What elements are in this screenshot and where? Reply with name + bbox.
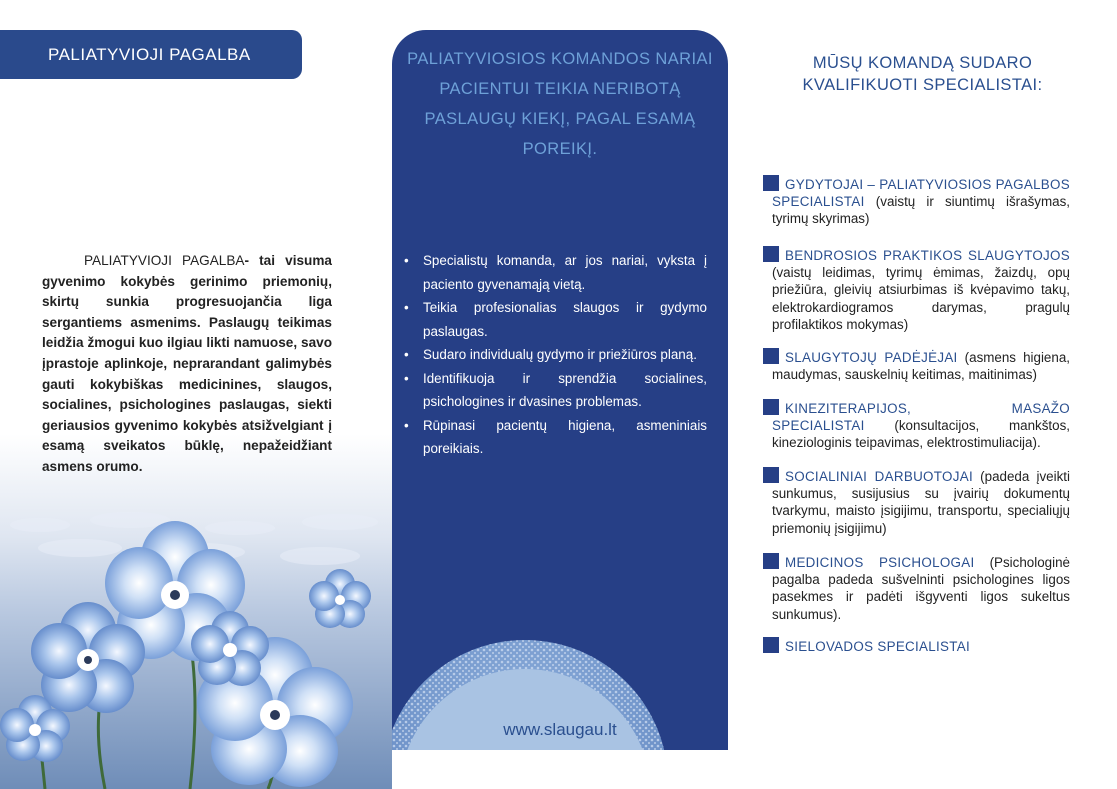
team-title-line2: KVALIFIKUOTI SPECIALISTAI: — [802, 76, 1043, 94]
list-item: • Specialistų komanda, ar jos nariai, vyksta į paciento gyvenamąją vietą. — [404, 249, 707, 296]
bullet-icon: • — [404, 347, 409, 362]
bullet-icon: • — [404, 417, 409, 433]
section-tab-label: PALIATYVIOJI PAGALBA — [48, 45, 251, 64]
bullet-icon: • — [404, 370, 409, 386]
right-panel — [728, 0, 1117, 789]
square-bullet-icon — [763, 246, 779, 262]
bullet-icon: • — [404, 300, 409, 315]
decorative-circle-image — [392, 30, 728, 750]
bullet-icon: • — [404, 253, 409, 268]
middle-title: PALIATYVIOSIOS KOMANDOS NARIAI PACIENTUI TEIKIA NERIBOTĄ PASLAUGŲ KIEKĮ, PAGAL ESAMĄ POREIKĮ. — [407, 50, 713, 158]
specialist-description: (konsultacijos, mankštos, kineziologinis teipavimas, elektrostimuliacija). — [772, 418, 1070, 451]
list-item: • Teikia profesionalias slaugos ir gydymo paslaugas. — [404, 296, 707, 343]
specialist-item — [772, 399, 1070, 452]
specialist-description: (vaistų ir siuntimų išrašymas, tyrimų skyrimas) — [772, 194, 1070, 227]
specialist-description: (padeda įveikti sunkumus, susijusius su įvairių dokumentų tvarkymu, maisto įsigijimu, transportu, specialiųjų priemonių įsigijimu) — [772, 469, 1070, 536]
list-item: • Rūpinasi pacientų higiena, asmeniniais poreikiais. — [404, 414, 707, 461]
section-tab — [0, 30, 302, 79]
square-bullet-icon — [763, 553, 779, 569]
specialist-item — [772, 467, 1070, 537]
specialist-heading: SLAUGYTOJŲ PADĖJĖJAI — [785, 350, 958, 365]
website-text[interactable]: www.slaugau.lt — [503, 720, 617, 739]
specialist-item — [772, 246, 1070, 333]
specialist-item — [772, 175, 1070, 228]
intro-text: - tai visuma gyvenimo kokybės gerinimo priemonių, skirtų sunkia progresuojančia liga sergantiems asmenims. Paslaugų teikimas leidžia žmogui kuo ilgiau likti namuose, savo įprastoje aplinkoje, neprarandant galimybės gauti kokybiškas medicinines, slaugos, socialines, psichologines paslaugas, siekti geriausios gyvenimo kokybės atsižvelgiant į esamą sveikatos būklę, nepažeidžiant asmens orumo. — [42, 253, 332, 474]
specialist-heading: GYDYTOJAI – PALIATYVIOSIOS PAGALBOS SPECIALISTAI — [772, 177, 1070, 210]
square-bullet-icon — [763, 467, 779, 483]
square-bullet-icon — [763, 175, 779, 191]
specialist-heading: KINEZITERAPIJOS, MASAŽO SPECIALISTAI — [772, 401, 1070, 434]
square-bullet-icon — [763, 399, 779, 415]
team-title — [728, 52, 1117, 96]
specialist-heading: SIELOVADOS SPECIALISTAI — [785, 639, 971, 654]
specialist-heading: SOCIALINIAI DARBUOTOJAI — [785, 469, 973, 484]
specialist-description: (vaistų leidimas, tyrimų ėmimas, žaizdų, opų priežiūra, gleivių atsiurbimas iš kvėpavimo takų, elektrokardiogramos darymas, pragulų profilaktikos mokymas) — [772, 265, 1070, 332]
specialist-description: (Psichologinė pagalba padeda sušvelninti psichologines ligos pasekmes ir padėti išgyventi ligos sukeltus sunkumus). — [772, 555, 1070, 622]
list-item: • Identifikuoja ir sprendžia socialines, psichologines ir dvasines problemas. — [404, 367, 707, 414]
specialist-item — [772, 553, 1070, 623]
specialist-item — [772, 348, 1070, 383]
team-title-line1: MŪSŲ KOMANDĄ SUDARO — [812, 54, 1033, 72]
square-bullet-icon — [763, 348, 779, 364]
specialist-heading: MEDICINOS PSICHOLOGAI — [785, 555, 975, 570]
left-panel — [0, 0, 392, 789]
website-link[interactable] — [392, 720, 728, 740]
list-item: • Sudaro individualų gydymo ir priežiūros planą. — [404, 343, 707, 367]
specialist-item — [772, 637, 1070, 655]
specialist-description: (asmens higiena, maudymas, sauskelnių keitimas, maitinimas) — [772, 350, 1070, 383]
intro-paragraph — [42, 251, 332, 478]
intro-lead: PALIATYVIOJI PAGALBA — [84, 253, 245, 268]
specialist-heading: BENDROSIOS PRAKTIKOS SLAUGYTOJOS — [785, 248, 1070, 263]
square-bullet-icon — [763, 637, 779, 653]
middle-panel — [392, 30, 728, 750]
